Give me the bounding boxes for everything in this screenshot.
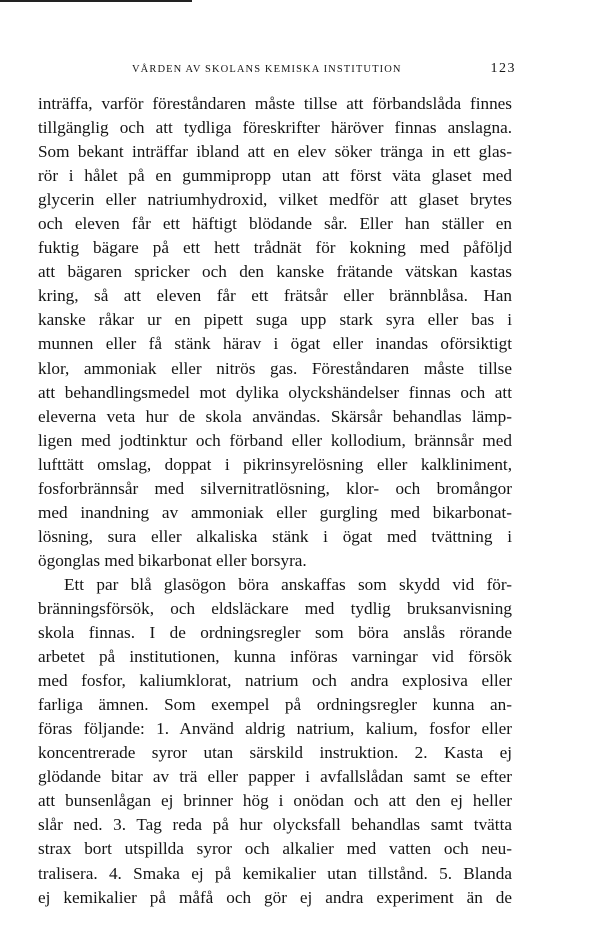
text-line: med fosfor, kaliumklorat, natrium och andra explosiva eller <box>38 671 512 691</box>
text-line: tralisera. 4. Smaka ej på kemikalier utan tillstånd. 5. Blanda <box>38 863 512 883</box>
text-line: lösning, sura eller alkaliska stänk i ögat med tvättning i <box>38 526 512 546</box>
top-rule <box>0 0 192 2</box>
text-line: att behandlingsmedel mot dylika olyckshändelser finnas och att <box>38 382 512 402</box>
text-line: kring, så att eleven får ett frätsår eller brännblåsa. Han <box>38 286 512 306</box>
text-line: slår ned. 3. Tag reda på hur olycksfall behandlas samt tvätta <box>38 815 512 835</box>
paragraph-end-line: ögonglas med bikarbonat eller borsyra. <box>38 550 307 570</box>
text-line: föras följande: 1. Använd aldrig natrium, kalium, fosfor eller <box>38 719 512 739</box>
text-line: skola finnas. I de ordningsregler som böra anslås rörande <box>38 623 512 643</box>
text-line: tillgänglig och att tydliga föreskrifter häröver finnas anslagna. <box>38 118 512 138</box>
text-line: fuktig bägare på ett hett trådnät för kokning med påföljd <box>38 238 512 258</box>
text-line: lufttätt omslag, doppat i pikrinsyrelösning eller kalkliniment, <box>38 454 512 474</box>
text-line: klor, ammoniak eller nitrös gas. Föreståndaren måste tillse <box>38 358 512 378</box>
text-line: farliga ämnen. Som exempel på ordningsregler kunna an- <box>38 695 512 715</box>
page-number: 123 <box>490 61 516 76</box>
text-line: kanske råkar ur en pipett suga upp stark syra eller bas i <box>38 310 512 330</box>
text-line: arbetet på institutionen, kunna införas varningar vid försök <box>38 647 512 667</box>
page-header <box>70 60 516 82</box>
running-head: VÅRDEN AV SKOLANS KEMISKA INSTITUTION <box>132 64 402 75</box>
text-line: eleverna veta hur de skola användas. Skärsår behandlas lämp- <box>38 406 512 426</box>
text-line: att bägaren spricker och den kanske frätande vätskan kastas <box>38 262 512 282</box>
text-line: rör i hålet på en gummipropp utan att först väta glaset med <box>38 166 512 186</box>
text-line: inträffa, varför föreståndaren måste tillse att förbandslåda finnes <box>38 94 512 113</box>
text-line: munnen eller få stänk härav i ögat eller inandas oförsiktigt <box>38 334 512 354</box>
text-line: att bunsenlågan ej brinner hög i onödan och att den ej heller <box>38 791 512 811</box>
text-line: och eleven får ett häftigt blödande sår. Eller han ställer en <box>38 214 512 234</box>
text-line: med inandning av ammoniak eller gurgling med bikarbonat- <box>38 502 512 522</box>
text-line: fosforbrännsår med silvernitratlösning, klor- och bromångor <box>38 478 512 498</box>
text-line: Som bekant inträffar ibland att en elev söker tränga in ett glas- <box>38 142 512 162</box>
text-line: glycerin eller natriumhydroxid, vilket medför att glaset brytes <box>38 190 512 210</box>
text-line: ej kemikalier på måfå och gör ej andra experiment än de <box>38 887 512 907</box>
text-line: glödande bitar av trä eller papper i avfallslådan samt se efter <box>38 767 512 787</box>
paragraph-start-line: Ett par blå glasögon böra anskaffas som skydd vid för- <box>64 574 512 594</box>
text-line: bränningsförsök, och eldsläckare med tydlig bruksanvisning <box>38 598 512 618</box>
text-line: ligen med jodtinktur och förband eller kollodium, brännsår med <box>38 430 512 450</box>
body-text <box>38 92 512 910</box>
text-line: strax bort utspillda syror och alkalier med vatten och neu- <box>38 839 512 859</box>
text-line: koncentrerade syror utan särskild instruktion. 2. Kasta ej <box>38 743 512 763</box>
